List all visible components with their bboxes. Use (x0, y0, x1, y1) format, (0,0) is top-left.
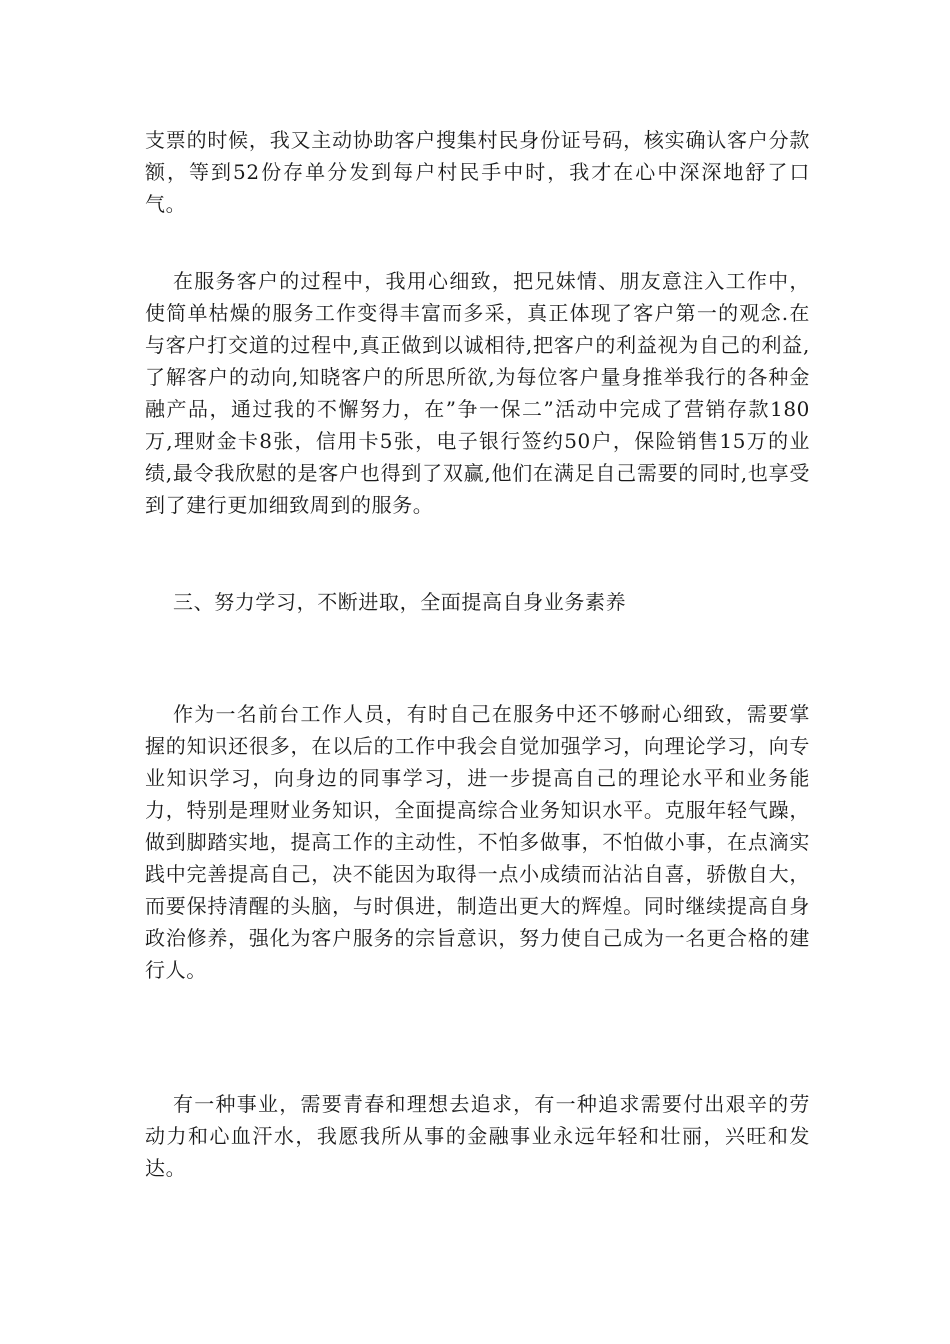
paragraph-conclusion: 有一种事业，需要青春和理想去追求，有一种追求需要付出艰辛的劳动力和心血汗水，我愿我所从事的金融事业永远年轻和壮丽，兴旺和发达。 (145, 1092, 810, 1180)
paragraph-learning: 作为一名前台工作人员，有时自己在服务中还不够耐心细致，需要掌握的知识还很多，在以后的工作中我会自觉加强学习，向理论学习，向专业知识学习，向身边的同事学习，进一步提高自己的理论水平和业务能力，特别是理财业务知识，全面提高综合业务知识水平。克服年轻气躁，做到脚踏实地，提高工作的主动性，不怕多做事，不怕做小事，在点滴实践中完善提高自己，决不能因为取得一点小成绩而沾沾自喜，骄傲自大，而要保持清醒的头脑，与时俱进，制造出更大的辉煌。同时继续提高自身政治修养，强化为客户服务的宗旨意识，努力使自己成为一名更合格的建行人。 (145, 702, 810, 982)
paragraph-continuation: 支票的时候，我又主动协助客户搜集村民身份证号码，核实确认客户分款额，等到52份存单分发到每户村民手中时，我才在心中深深地舒了口气。 (145, 128, 810, 216)
paragraph-customer-service: 在服务客户的过程中，我用心细致，把兄妹情、朋友意注入工作中，使简单枯燥的服务工作变得丰富而多采，真正体现了客户第一的观念.在与客户打交道的过程中,真正做到以诚相待,把客户的利益视为自己的利益,了解客户的动向,知晓客户的所思所欲,为每位客户量身推举我行的各种金融产品，通过我的不懈努力，在”争一保二”活动中完成了营销存款180万,理财金卡8张，信用卡5张，电子银行签约50户，保险销售15万的业绩,最令我欣慰的是客户也得到了双赢,他们在满足自己需要的同时,也享受到了建行更加细致周到的服务。 (145, 269, 810, 517)
section-heading: 三、努力学习，不断进取，全面提高自身业务素养 (173, 590, 627, 614)
